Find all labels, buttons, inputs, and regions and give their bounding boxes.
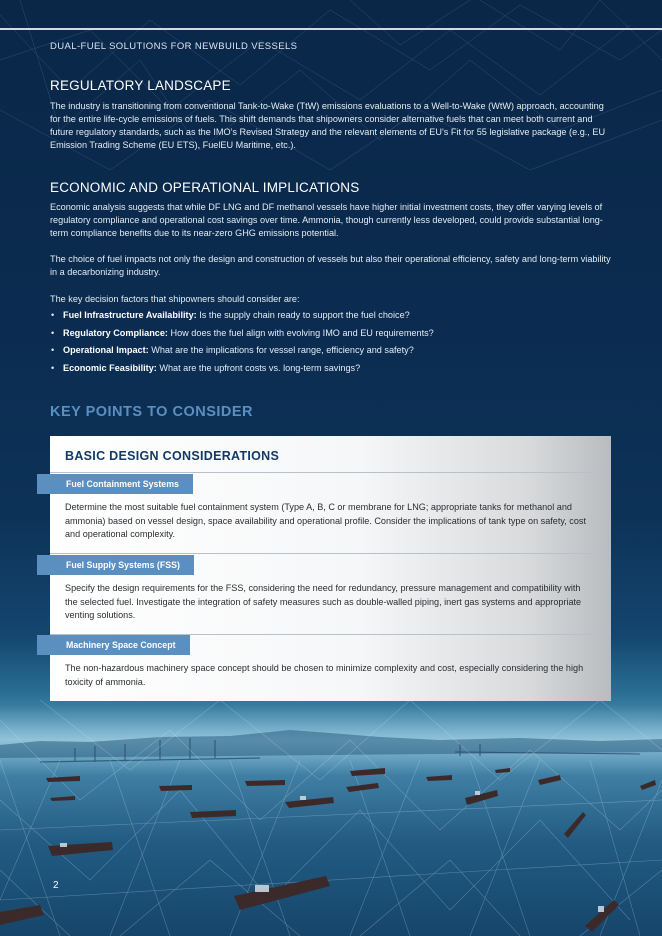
- fuel-supply-text: Specify the design requirements for the FSS, considering the need for redundancy, pressure management and compatibility with the selected fuel. Investigate the integration of safety measures such as double-walled piping, inert gas systems and appropriate venting solutions.: [65, 583, 582, 621]
- economic-paragraph-2: The choice of fuel impacts not only the design and construction of vessels but also their operational efficiency, safety and long-term viability in a decarbonizing industry.: [50, 254, 611, 277]
- bullet-icon: •: [51, 362, 55, 373]
- regulatory-landscape-heading: REGULATORY LANDSCAPE: [50, 78, 231, 93]
- divider: [50, 472, 611, 473]
- divider: [50, 553, 611, 554]
- list-item-text: What are the upfront costs vs. long-term savings?: [156, 362, 361, 373]
- list-item: [50, 344, 616, 362]
- machinery-space-text: The non-hazardous machinery space concept should be chosen to minimize complexity and cost, especially considering the high toxicity of ammonia.: [65, 663, 584, 687]
- list-item: [50, 327, 616, 345]
- regulatory-landscape-body: The industry is transitioning from conventional Tank-to-Wake (TtW) emissions evaluations to a Well-to-Wake (WtW) approach, accounting for the entire life-cycle emissions of fuels. This shift demands that shipowners consider alternative fuels that can meet both current and future regulatory standards, such as the IMO’s Revised Strategy and the relevant elements of EU’s Fit for 55 legislative package (e.g., EU Emission Trading Scheme (EU ETS), FuelEU Maritime, etc.).: [50, 101, 606, 150]
- list-item-term: Operational Impact:: [63, 345, 149, 355]
- tab-fuel-containment-systems: Fuel Containment Systems: [37, 474, 193, 494]
- economic-paragraph-1: Economic analysis suggests that while DF LNG and DF methanol vessels have higher initial investment costs, they offer varying levels of regulatory compliance and operational cost savings over time. Ammonia, though currently less developed, could provide substantial long-term compliance benefits due to its near-zero GHG emissions potential.: [50, 202, 603, 238]
- decision-factors-list: [50, 309, 616, 379]
- tab-fuel-supply-systems: Fuel Supply Systems (FSS): [37, 555, 194, 575]
- bullet-icon: •: [51, 310, 55, 320]
- bullet-icon: •: [51, 327, 55, 338]
- card-title: BASIC DESIGN CONSIDERATIONS: [65, 449, 280, 463]
- bullet-icon: •: [51, 345, 55, 355]
- list-item-text: How does the fuel align with evolving IMO and EU requirements?: [167, 327, 434, 338]
- list-item-term: Fuel Infrastructure Availability:: [63, 310, 197, 320]
- list-item-term: Regulatory Compliance:: [63, 327, 168, 338]
- list-item-term: Economic Feasibility:: [63, 362, 157, 373]
- list-item: [50, 362, 616, 380]
- fuel-containment-text: Determine the most suitable fuel containment system (Type A, B, C or membrane for LNG; appropriate tanks for methanol and ammonia) based on vessel design, space availability and operational profile. Consider the implications of tank type on safety, cost and operational complexity.: [65, 502, 586, 540]
- economic-paragraph-3: The key decision factors that shipowners should consider are:: [50, 294, 300, 304]
- page-number: 2: [53, 880, 59, 891]
- list-item-text: Is the supply chain ready to support the fuel choice?: [196, 310, 410, 320]
- economic-implications-heading: ECONOMIC AND OPERATIONAL IMPLICATIONS: [50, 180, 360, 195]
- list-item: [50, 309, 616, 327]
- tab-machinery-space-concept: Machinery Space Concept: [37, 635, 190, 655]
- top-rule: [0, 28, 662, 30]
- running-header: DUAL-FUEL SOLUTIONS FOR NEWBUILD VESSELS: [50, 41, 298, 52]
- list-item-text: What are the implications for vessel range, efficiency and safety?: [148, 345, 414, 355]
- key-points-heading: KEY POINTS TO CONSIDER: [50, 404, 254, 420]
